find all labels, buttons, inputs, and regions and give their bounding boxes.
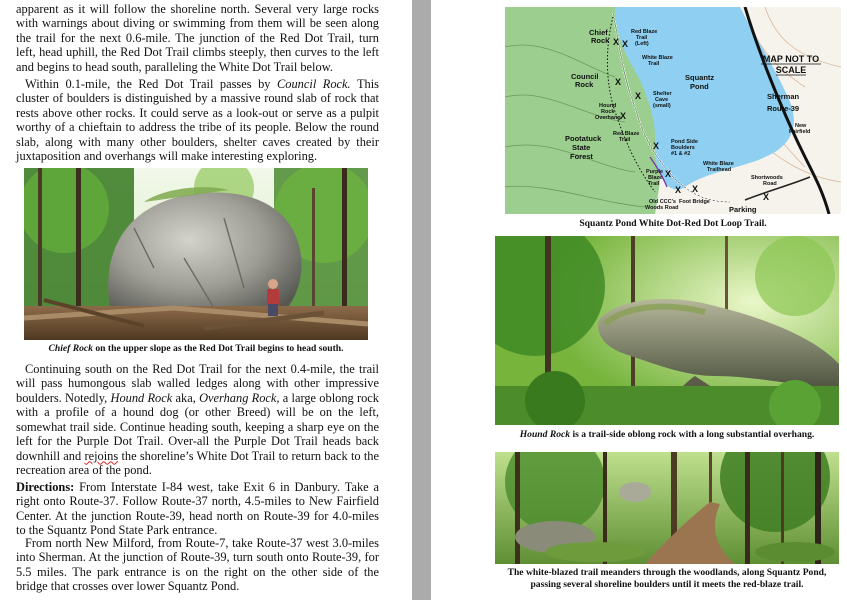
woodland-trail-photo xyxy=(495,452,839,564)
caption-woodland-trail xyxy=(493,567,841,590)
map-label-pond-side-3: #1 & #2 xyxy=(671,151,691,157)
svg-text:X: X xyxy=(653,141,660,151)
caption-hound-rock-name: Hound Rock xyxy=(519,429,571,440)
svg-text:X: X xyxy=(613,37,620,47)
north-directions-text: From north New Milford, from Route-7, take Route-37 west 3.0-miles into Sherman. At the junction of Route-39, turn south onto Route-39, for 5.5 miles. The park entrance is on the right on the other side of the bridge that crosses over lower Squantz Pond. xyxy=(16,536,379,594)
map-label-white-blaze-2: Trail xyxy=(648,61,660,67)
map-label-old-ccc: Old CCC's xyxy=(649,199,676,205)
trail-map xyxy=(505,7,841,214)
map-label-new-fairfield-2: Fairfield xyxy=(789,129,811,135)
overhang-rock-name: Overhang Rock xyxy=(199,390,277,405)
para3-text-d: the shoreline’s White Dot Trail to return back to the recreation area of the pond. xyxy=(16,448,379,478)
para2-text-a: Within 0.1-mile, the Red Dot Trail passes by xyxy=(25,77,278,91)
chief-rock-photo xyxy=(24,168,368,340)
map-label-purple-blaze-2: Blaze xyxy=(648,175,663,181)
map-label-new-fairfield: New xyxy=(795,123,807,129)
map-label-council-rock: Council xyxy=(571,72,599,81)
map-label-pond-side-2: Boulders xyxy=(671,145,695,151)
map-label-pond-side: Pond Side xyxy=(671,139,698,145)
map-label-shelter-cave: Shelter xyxy=(653,91,672,97)
paragraph-council-rock xyxy=(16,77,379,164)
caption-map-text: Squantz Pond White Dot-Red Dot Loop Trail. xyxy=(579,218,767,229)
hound-rock-name: Hound Rock xyxy=(110,390,173,405)
paragraph-shoreline xyxy=(16,2,379,74)
caption-woodland-line1: The white-blazed trail meanders through the woodlands, along Squantz Pond, xyxy=(507,567,827,578)
map-label-pootatuck: Pootatuck xyxy=(565,134,602,143)
caption-map xyxy=(505,218,841,230)
caption-chief-rock xyxy=(24,343,368,355)
spellcheck-flagged-word: rejoins xyxy=(84,448,119,463)
map-label-red-blaze-left-2: Trail xyxy=(636,35,648,41)
map-label-chief-rock-2: Rock xyxy=(591,36,610,45)
map-not-to-scale-line2: SCALE xyxy=(775,65,807,75)
map-label-purple-blaze: Purple xyxy=(646,169,664,175)
para3-text-a: Continuing south on the Red Dot Trail for the next 0.4-mile, the trail will pass humongous slab walled ledges along with other impressive boulders. Notedly, xyxy=(16,362,379,405)
map-label-hound-rock-3: Overhang xyxy=(595,115,621,121)
map-label-squantz-pond: Squantz xyxy=(685,73,715,82)
map-label-red-blaze-left-3: (Left) xyxy=(635,41,649,47)
para3-text-b: aka, xyxy=(172,390,200,405)
map-label-sherman: Sherman xyxy=(767,92,800,101)
paragraph-directions xyxy=(16,480,379,538)
map-label-hound-rock: Hound xyxy=(599,103,617,109)
map-label-white-blaze: White Blaze xyxy=(642,55,673,61)
map-label-hound-rock-2: Rock xyxy=(601,109,615,115)
map-label-red-blaze-trail: Red Blaze xyxy=(613,131,640,137)
svg-text:X: X xyxy=(622,39,629,49)
map-label-red-blaze-left: Red Blaze xyxy=(631,29,658,35)
hound-rock-photo xyxy=(495,236,839,425)
right-page xyxy=(431,0,847,600)
map-label-old-ccc-2: Woods Road xyxy=(645,205,679,211)
svg-text:X: X xyxy=(692,184,699,194)
council-rock-name: Council Rock. xyxy=(277,77,351,91)
map-label-white-trailhead-2: Trailhead xyxy=(707,167,732,173)
caption-hound-rock-text: is a trail-side oblong rock with a long substantial overhang. xyxy=(570,429,815,440)
svg-text:X: X xyxy=(615,77,622,87)
map-label-shortwoods: Shortwoods xyxy=(751,175,783,181)
svg-text:X: X xyxy=(763,192,770,202)
map-label-route39: Route-39 xyxy=(767,104,800,113)
paragraph-hound-rock xyxy=(16,362,379,478)
map-label-parking: Parking xyxy=(729,205,757,214)
svg-text:X: X xyxy=(665,169,672,179)
svg-text:X: X xyxy=(620,111,627,121)
map-label-shelter-cave-3: (small) xyxy=(653,103,671,109)
directions-label: Directions: xyxy=(16,480,75,494)
caption-hound-rock xyxy=(495,429,839,441)
map-label-white-trailhead: White Blaze xyxy=(703,161,734,167)
svg-text:X: X xyxy=(635,91,642,101)
directions-text: From Interstate I-84 west, take Exit 6 in Danbury. Take a right onto Route-37. Follow Route-37 north, 4.5-miles to New Fairfield Center. At the junction Route-39, head north on Route-39 for 4.0-miles to the Squantz Pond State Park entrance. xyxy=(16,480,379,538)
paragraph-shoreline-text: apparent as it will follow the shoreline north. Several very large rocks with warnings about diving or swimming from them will be seen along the trail for the next 0.6-mile. The junction of the Red Dot Trail, turn left, head uphill, the Red Dot Trail climbs steeply, then curves to the left and begins to head south, paralleling the White Dot Trail below. xyxy=(16,2,379,74)
caption-chief-rock-name: Chief Rock xyxy=(48,343,93,354)
para2-text-b: This cluster of boulders is distinguished by a massive round slab of rock that rests above other rocks. It could serve as a look-out or serve as a pulpit worthy of a chieftain to address the tribe of its people. Below the round slab, along with many other boulders, shelter caves created by their juxtaposition and overhangs will make interesting exploring. xyxy=(16,77,379,164)
left-page xyxy=(0,0,412,600)
caption-chief-rock-text: on the upper slope as the Red Dot Trail begins to head south. xyxy=(92,343,344,354)
map-label-chief-rock: Chief xyxy=(589,28,608,37)
map-not-to-scale-line1: MAP NOT TO xyxy=(762,54,820,64)
map-label-pootatuck-2: State xyxy=(572,143,591,152)
map-label-purple-blaze-3: Trail xyxy=(648,181,660,187)
map-label-foot-bridge: Foot Bridge xyxy=(679,199,710,205)
map-label-council-rock-2: Rock xyxy=(575,80,594,89)
para3-text-c: , a large oblong rock with a profile of a hound dog (or other Breed) will be on the left, somewhat trail side. Continue heading south, keeping a sharp eye on the left for the Purple Dot Trail. Over-all the Purple Dot Trail heads back downhill and xyxy=(16,390,379,463)
map-label-red-blaze-trail-2: Trail xyxy=(619,137,631,143)
map-label-shelter-cave-2: Cave xyxy=(655,97,669,103)
map-label-pootatuck-3: Forest xyxy=(570,152,593,161)
map-label-shortwoods-2: Road xyxy=(763,181,777,187)
svg-text:X: X xyxy=(675,185,682,195)
paragraph-north-directions xyxy=(16,536,379,594)
caption-woodland-line2: passing several shoreline boulders until it meets the red-blaze trail. xyxy=(530,578,804,590)
map-label-squantz-pond-2: Pond xyxy=(690,82,709,91)
